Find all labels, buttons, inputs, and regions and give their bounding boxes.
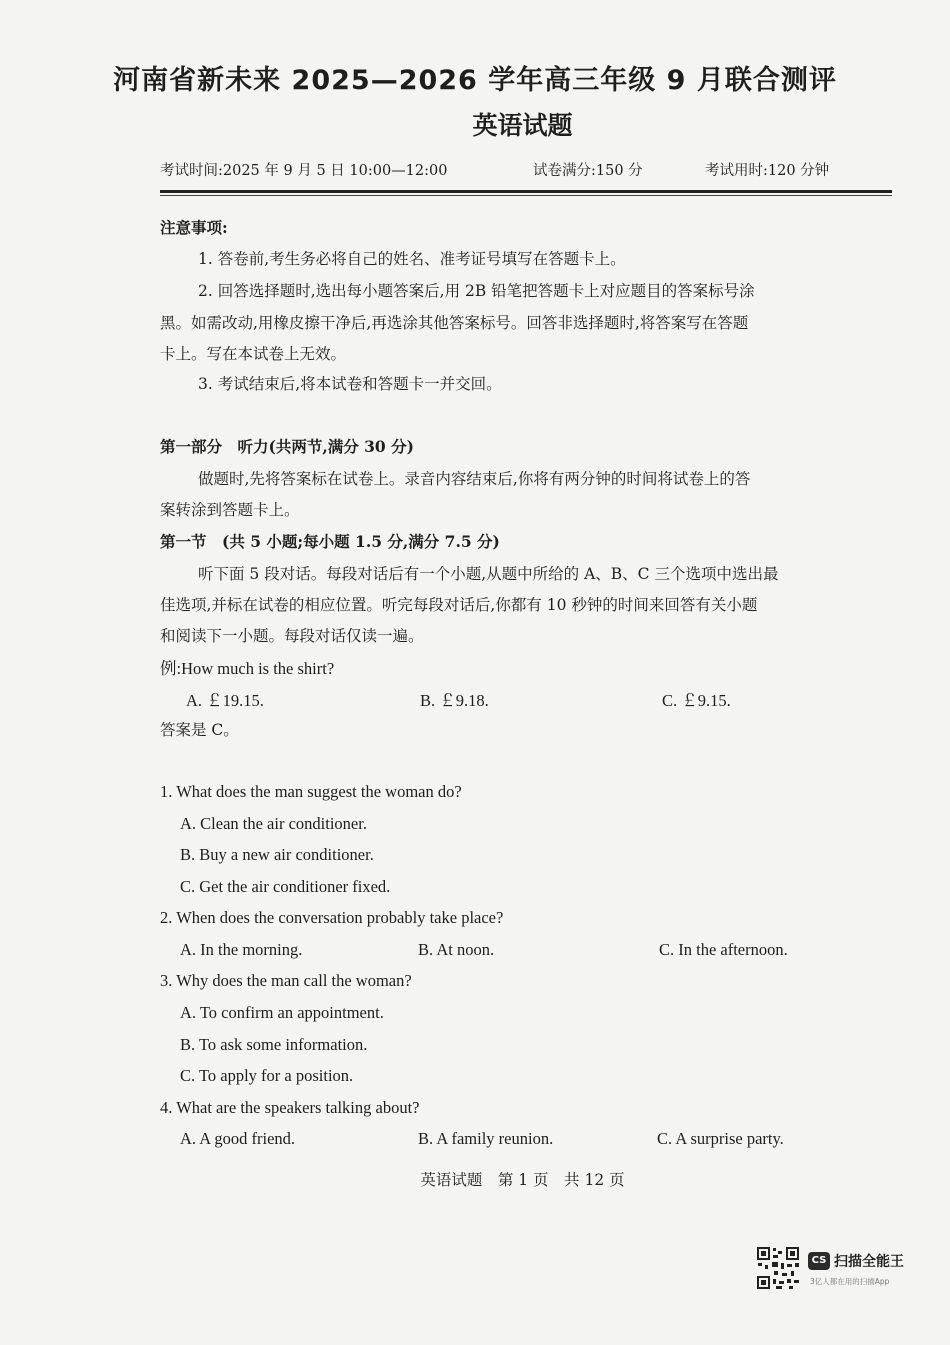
notice-item-2-line-3: 卡上。写在本试卷上无效。: [160, 345, 347, 363]
qr-code-icon: [756, 1246, 800, 1290]
full-score: 试卷满分:150 分: [533, 163, 643, 179]
notice-item-2-line-1: 2. 回答选择题时,选出每小题答案后,用 2B 铅笔把答题卡上对应题目的答案标号涂: [198, 282, 755, 300]
exam-time: 考试时间:2025 年 9 月 5 日 10:00—12:00: [160, 163, 448, 179]
question-1-option-b: B. Buy a new air conditioner.: [180, 845, 374, 864]
section1-line-2: 佳选项,并标在试卷的相应位置。听完每段对话后,你都有 10 秒钟的时间来回答有关小题: [160, 596, 758, 614]
example-option-a: A. ￡19.15.: [186, 691, 264, 710]
page-footer: 英语试题 第 1 页 共 12 页: [420, 1171, 625, 1189]
part1-intro-line-1: 做题时,先将答案标在试卷上。录音内容结束后,你将有两分钟的时间将试卷上的答: [198, 470, 751, 488]
part1-intro-line-2: 案转涂到答题卡上。: [160, 501, 300, 519]
question-4-option-a: A. A good friend.: [180, 1129, 296, 1148]
question-3-option-b: B. To ask some information.: [180, 1035, 368, 1054]
question-1-option-a: A. Clean the air conditioner.: [180, 814, 367, 833]
notice-item-3: 3. 考试结束后,将本试卷和答题卡一并交回。: [198, 375, 502, 393]
question-4-stem: 4. What are the speakers talking about?: [160, 1098, 420, 1117]
camscanner-logo-icon: CS: [808, 1252, 830, 1270]
question-2-option-a: A. In the morning.: [180, 940, 303, 959]
question-4-option-b: B. A family reunion.: [418, 1129, 554, 1148]
exam-duration: 考试用时:120 分钟: [705, 163, 830, 179]
question-4-option-c: C. A surprise party.: [657, 1129, 784, 1148]
example-answer: 答案是 C。: [160, 721, 239, 739]
example-option-c: C. ￡9.15.: [662, 691, 731, 710]
header-rule-thin: [160, 195, 892, 196]
part1-heading: 第一部分 听力(共两节,满分 30 分): [160, 437, 414, 456]
notice-heading: 注意事项:: [160, 218, 228, 237]
exam-title: 河南省新未来 2025—2026 学年高三年级 9 月联合测评: [113, 65, 837, 96]
example-question: 例:How much is the shirt?: [160, 659, 335, 678]
exam-subtitle: 英语试题: [472, 111, 573, 140]
example-option-b: B. ￡9.18.: [420, 691, 489, 710]
question-2-option-b: B. At noon.: [418, 940, 495, 959]
header-rule: [160, 190, 892, 193]
question-2-option-c: C. In the afternoon.: [659, 940, 788, 959]
question-3-stem: 3. Why does the man call the woman?: [160, 971, 412, 990]
exam-meta: [160, 159, 892, 183]
section1-line-3: 和阅读下一小题。每段对话仅读一遍。: [160, 627, 424, 645]
camscanner-tagline: 3亿人都在用的扫描App: [810, 1277, 890, 1286]
question-2-stem: 2. When does the conversation probably take place?: [160, 908, 504, 927]
notice-item-2-line-2: 黑。如需改动,用橡皮擦干净后,再选涂其他答案标号。回答非选择题时,将答案写在答题: [160, 314, 749, 332]
question-1-option-c: C. Get the air conditioner fixed.: [180, 877, 391, 896]
notice-item-1: 1. 答卷前,考生务必将自己的姓名、准考证号填写在答题卡上。: [198, 250, 626, 268]
question-3-option-c: C. To apply for a position.: [180, 1066, 354, 1085]
question-3-option-a: A. To confirm an appointment.: [180, 1003, 384, 1022]
section1-line-1: 听下面 5 段对话。每段对话后有一个小题,从题中所给的 A、B、C 三个选项中选出最: [198, 565, 779, 583]
scanner-watermark: [756, 1246, 926, 1292]
question-1-stem: 1. What does the man suggest the woman do?: [160, 782, 462, 801]
camscanner-name: 扫描全能王: [834, 1254, 904, 1270]
section1-heading: 第一节 (共 5 小题;每小题 1.5 分,满分 7.5 分): [160, 532, 500, 551]
